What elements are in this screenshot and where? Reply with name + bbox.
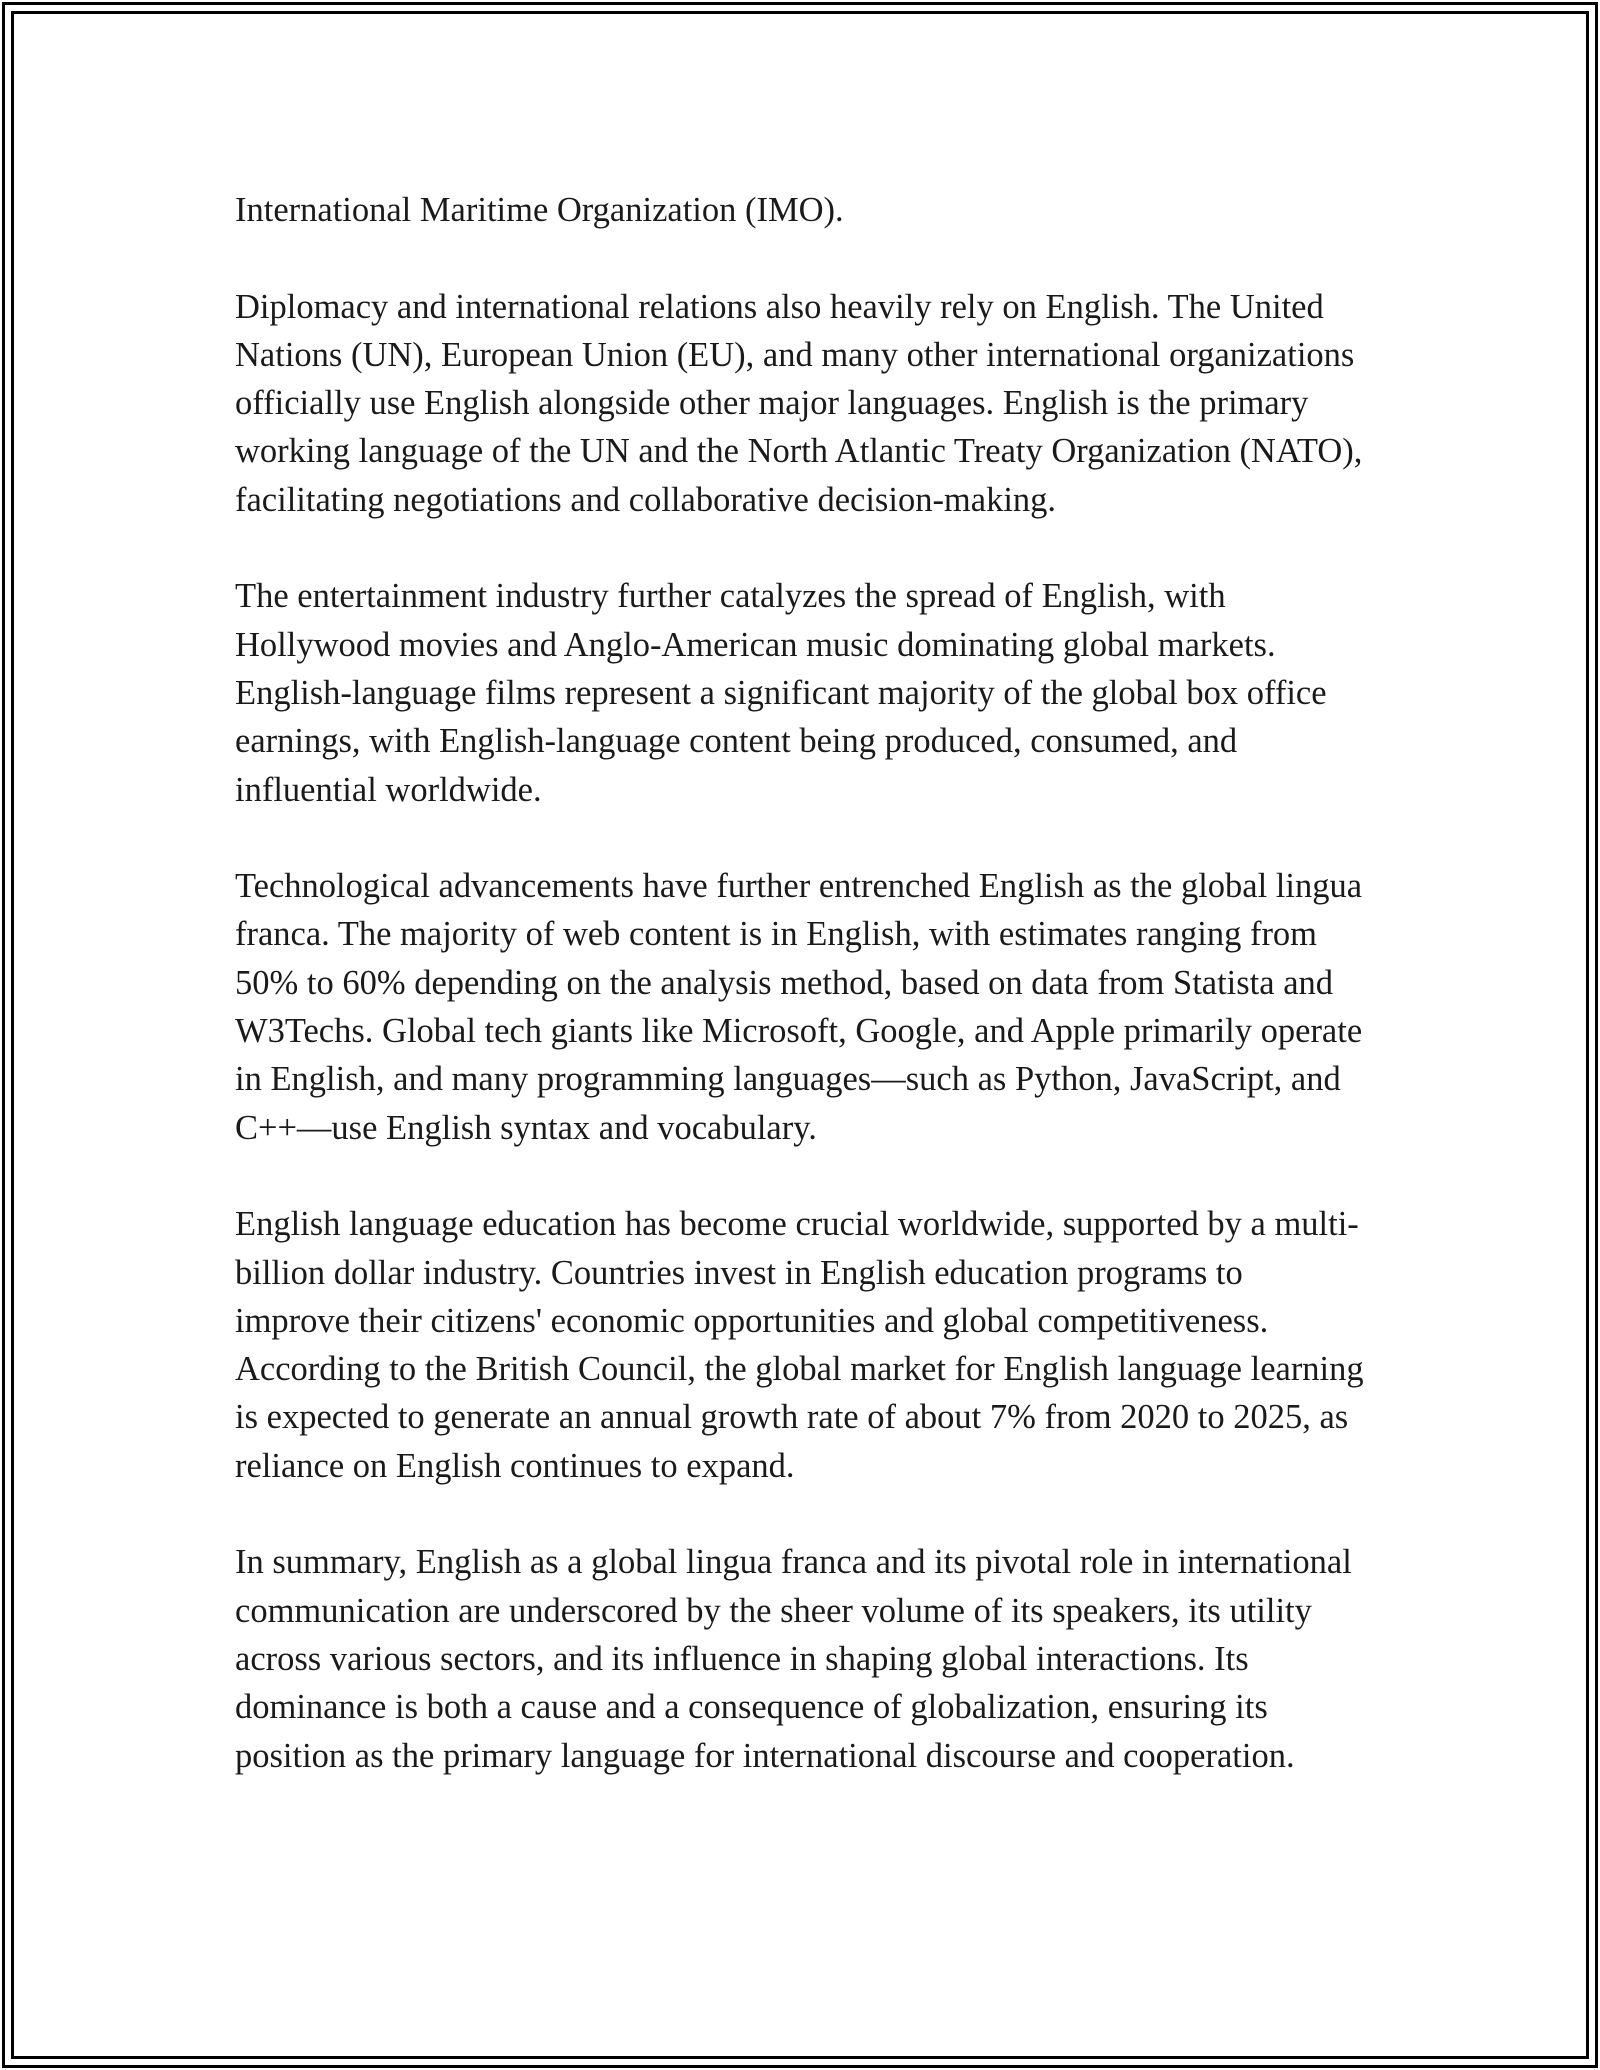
paragraph-entertainment: The entertainment industry further catalyzes the spread of English, with Hollywood movies and Anglo-American music dominating global markets. English-language films represent a significant majority of the global box office earnings, with English-language content being produced, consumed, and influential worldwide. bbox=[235, 577, 1327, 809]
paragraph-diplomacy: Diplomacy and international relations also heavily rely on English. The United Nations (UN), European Union (EU), and many other international organizations officially use English alongside other major languages. English is the primary working language of the UN and the North Atlantic Treaty Organization (NATO), facilitating negotiations and collaborative decision-making. bbox=[235, 287, 1363, 519]
paragraph-imo-fragment: International Maritime Organization (IMO). bbox=[235, 191, 844, 229]
paragraph-education: English language education has become crucial worldwide, supported by a multi-billion dollar industry. Countries invest in English education programs to improve their citizens' economic opportunities and global competitiveness. According to the British Council, the global market for English language learning is expected to generate an annual growth rate of about 7% from 2020 to 2025, as reliance on English continues to expand. bbox=[235, 1205, 1364, 1485]
paragraph-technology: Technological advancements have further entrenched English as the global lingua franca. The majority of web content is in English, with estimates ranging from 50% to 60% depending on the analysis method, based on data from Statista and W3Techs. Global tech giants like Microsoft, Google, and Apple primarily operate in English, and many programming languages—such as Python, JavaScript, and C++—use English syntax and vocabulary. bbox=[235, 867, 1363, 1147]
document-body bbox=[235, 186, 1365, 1780]
paragraph-summary: In summary, English as a global lingua franca and its pivotal role in international communication are underscored by the sheer volume of its speakers, its utility across various sectors, and its influence in shaping global interactions. Its dominance is both a cause and a consequence of globalization, ensuring its position as the primary language for international discourse and cooperation. bbox=[235, 1543, 1352, 1775]
